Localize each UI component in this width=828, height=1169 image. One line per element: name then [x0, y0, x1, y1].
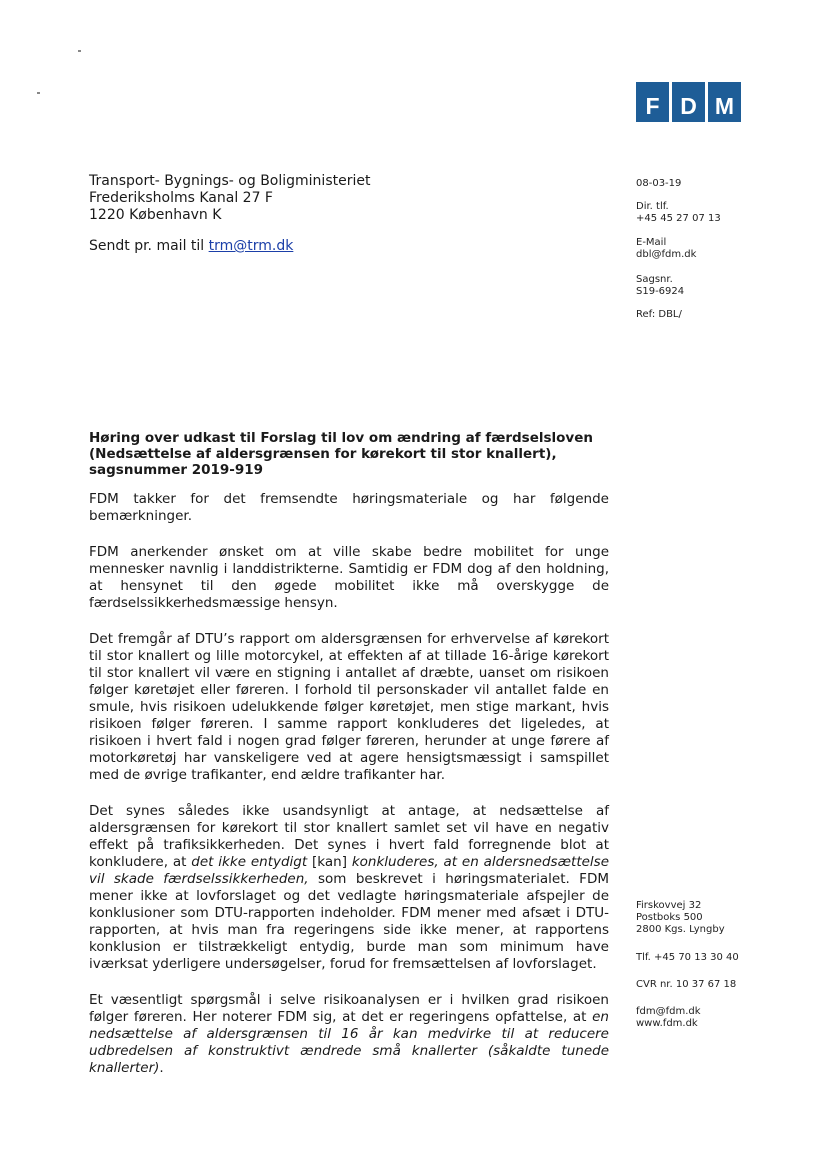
email-block: [636, 237, 696, 261]
text-run: som beskrevet i høringsmaterialet. FDM mener ikke at lovforslaget og det vedlagte høringsmateriale afspejler de konklusioner som DTU-rapporten indeholder. FDM mener med afsæt i DTU-rapporten, at hvis man fra regeringens side ikke mener, at rapportens konklusion er tilstrækkeligt entydig, burde man som minimum have iværksat yderligere undersøgelser, forud for fremsættelsen af lovforslaget.: [89, 871, 609, 972]
street: Firskovvej 32: [636, 900, 702, 911]
scan-speck: [78, 50, 81, 52]
fdm-logo: [636, 82, 741, 122]
recipient-line: Transport- Bygnings- og Boligministeriet: [89, 173, 371, 189]
case-value: S19-6924: [636, 286, 685, 297]
email-value: dbl@fdm.dk: [636, 249, 697, 260]
letter-subject: Høring over udkast til Forslag til lov om ændring af færdselsloven (Nedsættelse af aldersgrænsen for kørekort til stor knallert), sagsnummer 2019-919: [89, 430, 594, 478]
text-run: .: [159, 1060, 164, 1076]
cvr-value: CVR nr. 10 37 67 18: [636, 979, 737, 990]
paragraph: FDM takker for det fremsendte høringsmateriale og har følgende bemærkninger.: [89, 491, 609, 524]
recipient-address: [89, 173, 370, 224]
text-run: Et væsentligt spørgsmål i selve risikoanalysen er i hvilken grad risikoen følger føreren. Her noterer FDM sig, at det er regeringens opfattelse, at: [89, 992, 609, 1025]
phone-label: Dir. tlf.: [636, 201, 669, 212]
logo-letter-m: M: [708, 82, 741, 122]
date: [636, 178, 681, 190]
quoted-text: en nedsættelse af aldersgrænsen til 16 år kan medvirke til at reducere udbredelsen af konstruktivt ændrede små knallerter (såkaldte tunede knallerter): [89, 1009, 609, 1076]
recipient-line: 1220 København K: [89, 207, 222, 223]
company-email: fdm@fdm.dk: [636, 1006, 701, 1017]
case-label: Sagsnr.: [636, 274, 673, 285]
quoted-text: det ikke entydigt: [191, 854, 308, 870]
reference: [636, 309, 682, 321]
company-phone: [636, 952, 739, 964]
logo-letter-d: D: [672, 82, 705, 122]
letter-body: [89, 491, 609, 1096]
pobox: Postboks 500: [636, 912, 703, 923]
date-value: 08-03-19: [636, 178, 682, 189]
paragraph: [89, 803, 609, 973]
sent-by-mail: [89, 238, 293, 254]
quoted-text: konkluderes, at en aldersnedsættelse vil skade færdselssikkerheden,: [89, 854, 610, 887]
text-run: Det synes således ikke usandsynligt at antage, at nedsættelse af aldersgrænsen for kørekort til stor knallert samlet set vil have en negativ effekt på trafiksikkerheden. Det synes i hvert fald forregnende blot at konkludere, at: [89, 803, 609, 870]
recipient-line: Frederiksholms Kanal 27 F: [89, 190, 273, 206]
company-contact: [636, 1006, 701, 1030]
logo-letter-f: F: [636, 82, 669, 122]
company-address: [636, 900, 725, 936]
paragraph: Det fremgår af DTU’s rapport om aldersgrænsen for erhvervelse af kørekort til stor knallert og lille motorcykel, at effekten af at tillade 16-årige kørekort til stor knallert vil være en stigning i antallet af dræbte, uanset om risikoen følger køretøjet eller føreren. I forhold til personskader vil antallet falde en smule, hvis risikoen udelukkende følger køretøjet, men stige markant, hvis risikoen følger føreren. I samme rapport konkluderes det ligeledes, at risikoen i hvert fald i nogen grad følger føreren, herunder at unge førere af motorkøretøj har vanskeligere ved at agere hensigtsmæssigt i samspillet med de øvrige trafikanter, end ældre trafikanter har.: [89, 631, 609, 783]
paragraph: [89, 992, 609, 1077]
recipient-email-link[interactable]: trm@trm.dk: [208, 238, 294, 254]
text-run: [kan]: [307, 854, 352, 870]
sent-prefix: Sendt pr. mail til: [89, 238, 209, 254]
case-number: [636, 274, 684, 298]
direct-phone: [636, 201, 721, 225]
scan-speck: [37, 92, 40, 94]
ref-value: Ref: DBL/: [636, 309, 682, 320]
phone-value: +45 45 27 07 13: [636, 213, 721, 224]
company-web: www.fdm.dk: [636, 1018, 698, 1029]
company-phone-value: Tlf. +45 70 13 30 40: [636, 952, 739, 963]
city: 2800 Kgs. Lyngby: [636, 924, 725, 935]
cvr-number: [636, 979, 736, 991]
paragraph: FDM anerkender ønsket om at ville skabe bedre mobilitet for unge mennesker navnlig i landdistrikterne. Samtidig er FDM dog af den holdning, at hensynet til den øgede mobilitet ikke må overskygge de færdselssikkerhedsmæssige hensyn.: [89, 544, 609, 611]
email-label: E-Mail: [636, 237, 667, 248]
